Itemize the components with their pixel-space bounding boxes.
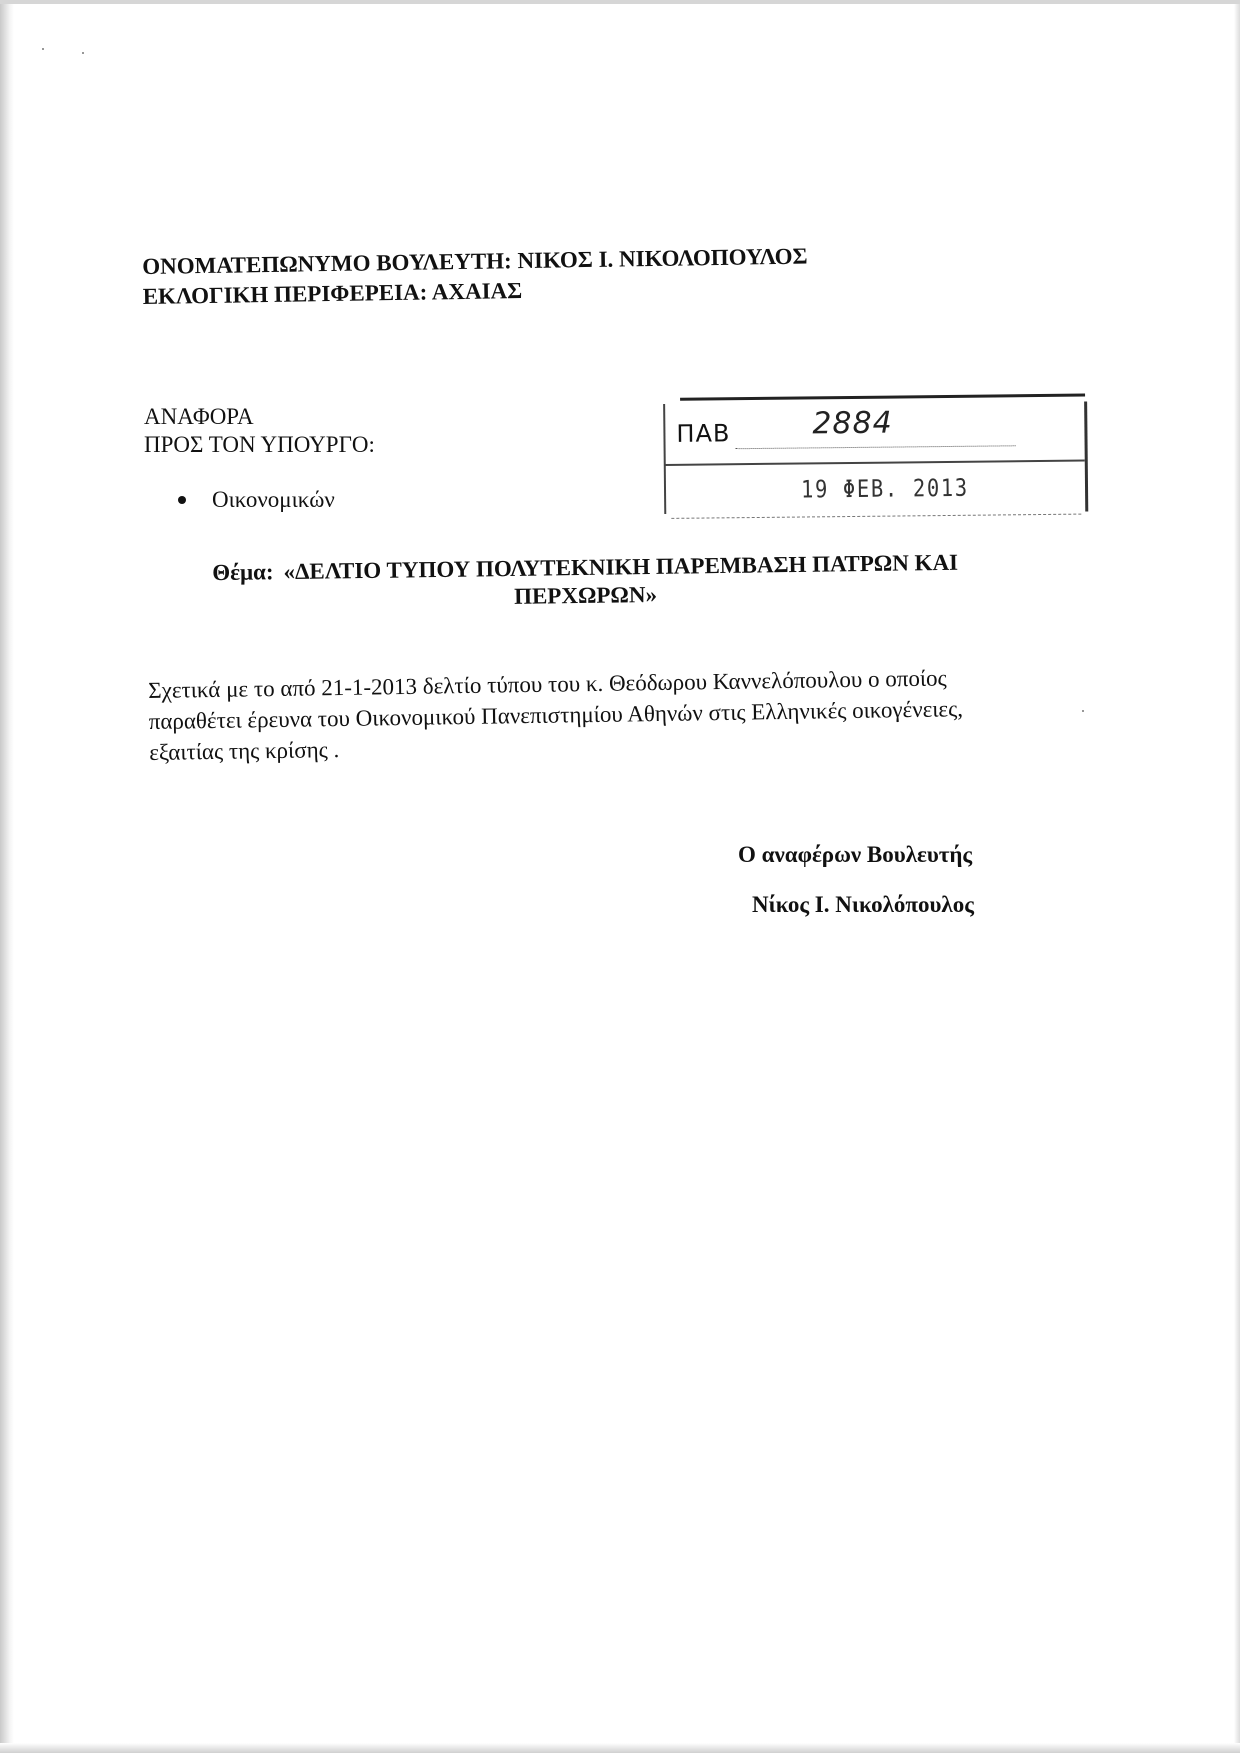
ministry-list-item (178, 487, 335, 513)
addressee: ΠΡΟΣ ΤΟΝ ΥΠΟΥΡΓΟ: (144, 432, 375, 457)
body-line-1: Σχετικά με το από 21-1-2013 δελτίο τύπου του κ. Θεόδωρου Καννελόπουλου ο οποίος (148, 665, 947, 703)
document-header (142, 242, 808, 312)
signature-title: Ο αναφέρων Βουλευτής (738, 842, 973, 867)
scan-edge-right (1234, 0, 1240, 1753)
scan-dust (82, 52, 84, 54)
scan-dust (1082, 710, 1084, 712)
stamp-border-left (663, 404, 666, 514)
subject-line-2: ΠΕΡΧΩΡΩΝ» (513, 581, 658, 609)
mp-name-line: ΟΝΟΜΑΤΕΠΩΝΥΜΟ ΒΟΥΛΕΥΤΗ: ΝΙΚΟΣ Ι. ΝΙΚΟΛΟΠΟΥΛΟΣ (142, 243, 808, 279)
subject-text-1: «ΔΕΛΤΙΟ ΤΥΠΟΥ ΠΟΛΥΤΕΚΝΙΚΗ ΠΑΡΕΜΒΑΣΗ ΠΑΤΡΩΝ ΚΑΙ (283, 549, 959, 585)
stamp-border-top (680, 394, 1085, 401)
ministry-name: Οικονομικών (212, 487, 335, 512)
subject-block (150, 548, 1021, 616)
report-block (144, 403, 375, 459)
stamp-date: 19 ΦΕΒ. 2013 (800, 473, 969, 504)
signature-name: Νίκος Ι. Νικολόπουλος (752, 892, 974, 917)
scan-edge-top (0, 0, 1240, 4)
signature-block (738, 842, 974, 918)
stamp-prefix: ΠΑΒ (676, 419, 731, 448)
registration-stamp (660, 388, 1089, 522)
subject-label: Θέμα: (212, 559, 274, 586)
body-line-3: εξαιτίας της κρίσης . (149, 737, 340, 765)
report-type: ΑΝΑΦΟΡΑ (144, 404, 254, 429)
district-line: ΕΚΛΟΓΙΚΗ ΠΕΡΙΦΕΡΕΙΑ: ΑΧΑΙΑΣ (142, 278, 523, 309)
scan-edge-left (0, 0, 14, 1753)
body-line-2: παραθέτει έρευνα του Οικονομικού Πανεπιστημίου Αθηνών στις Ελληνικές οικογένειες, (148, 696, 964, 734)
stamp-number: 2884 (812, 405, 893, 442)
scan-edge-bottom (0, 1743, 1240, 1753)
stamp-border-bottom (671, 514, 1081, 519)
body-paragraph (148, 661, 1069, 768)
stamp-divider (665, 460, 1085, 466)
stamp-dotted-line (736, 445, 1016, 449)
bullet-icon (178, 496, 186, 504)
stamp-border-right (1084, 402, 1088, 512)
scan-dust (42, 48, 44, 50)
